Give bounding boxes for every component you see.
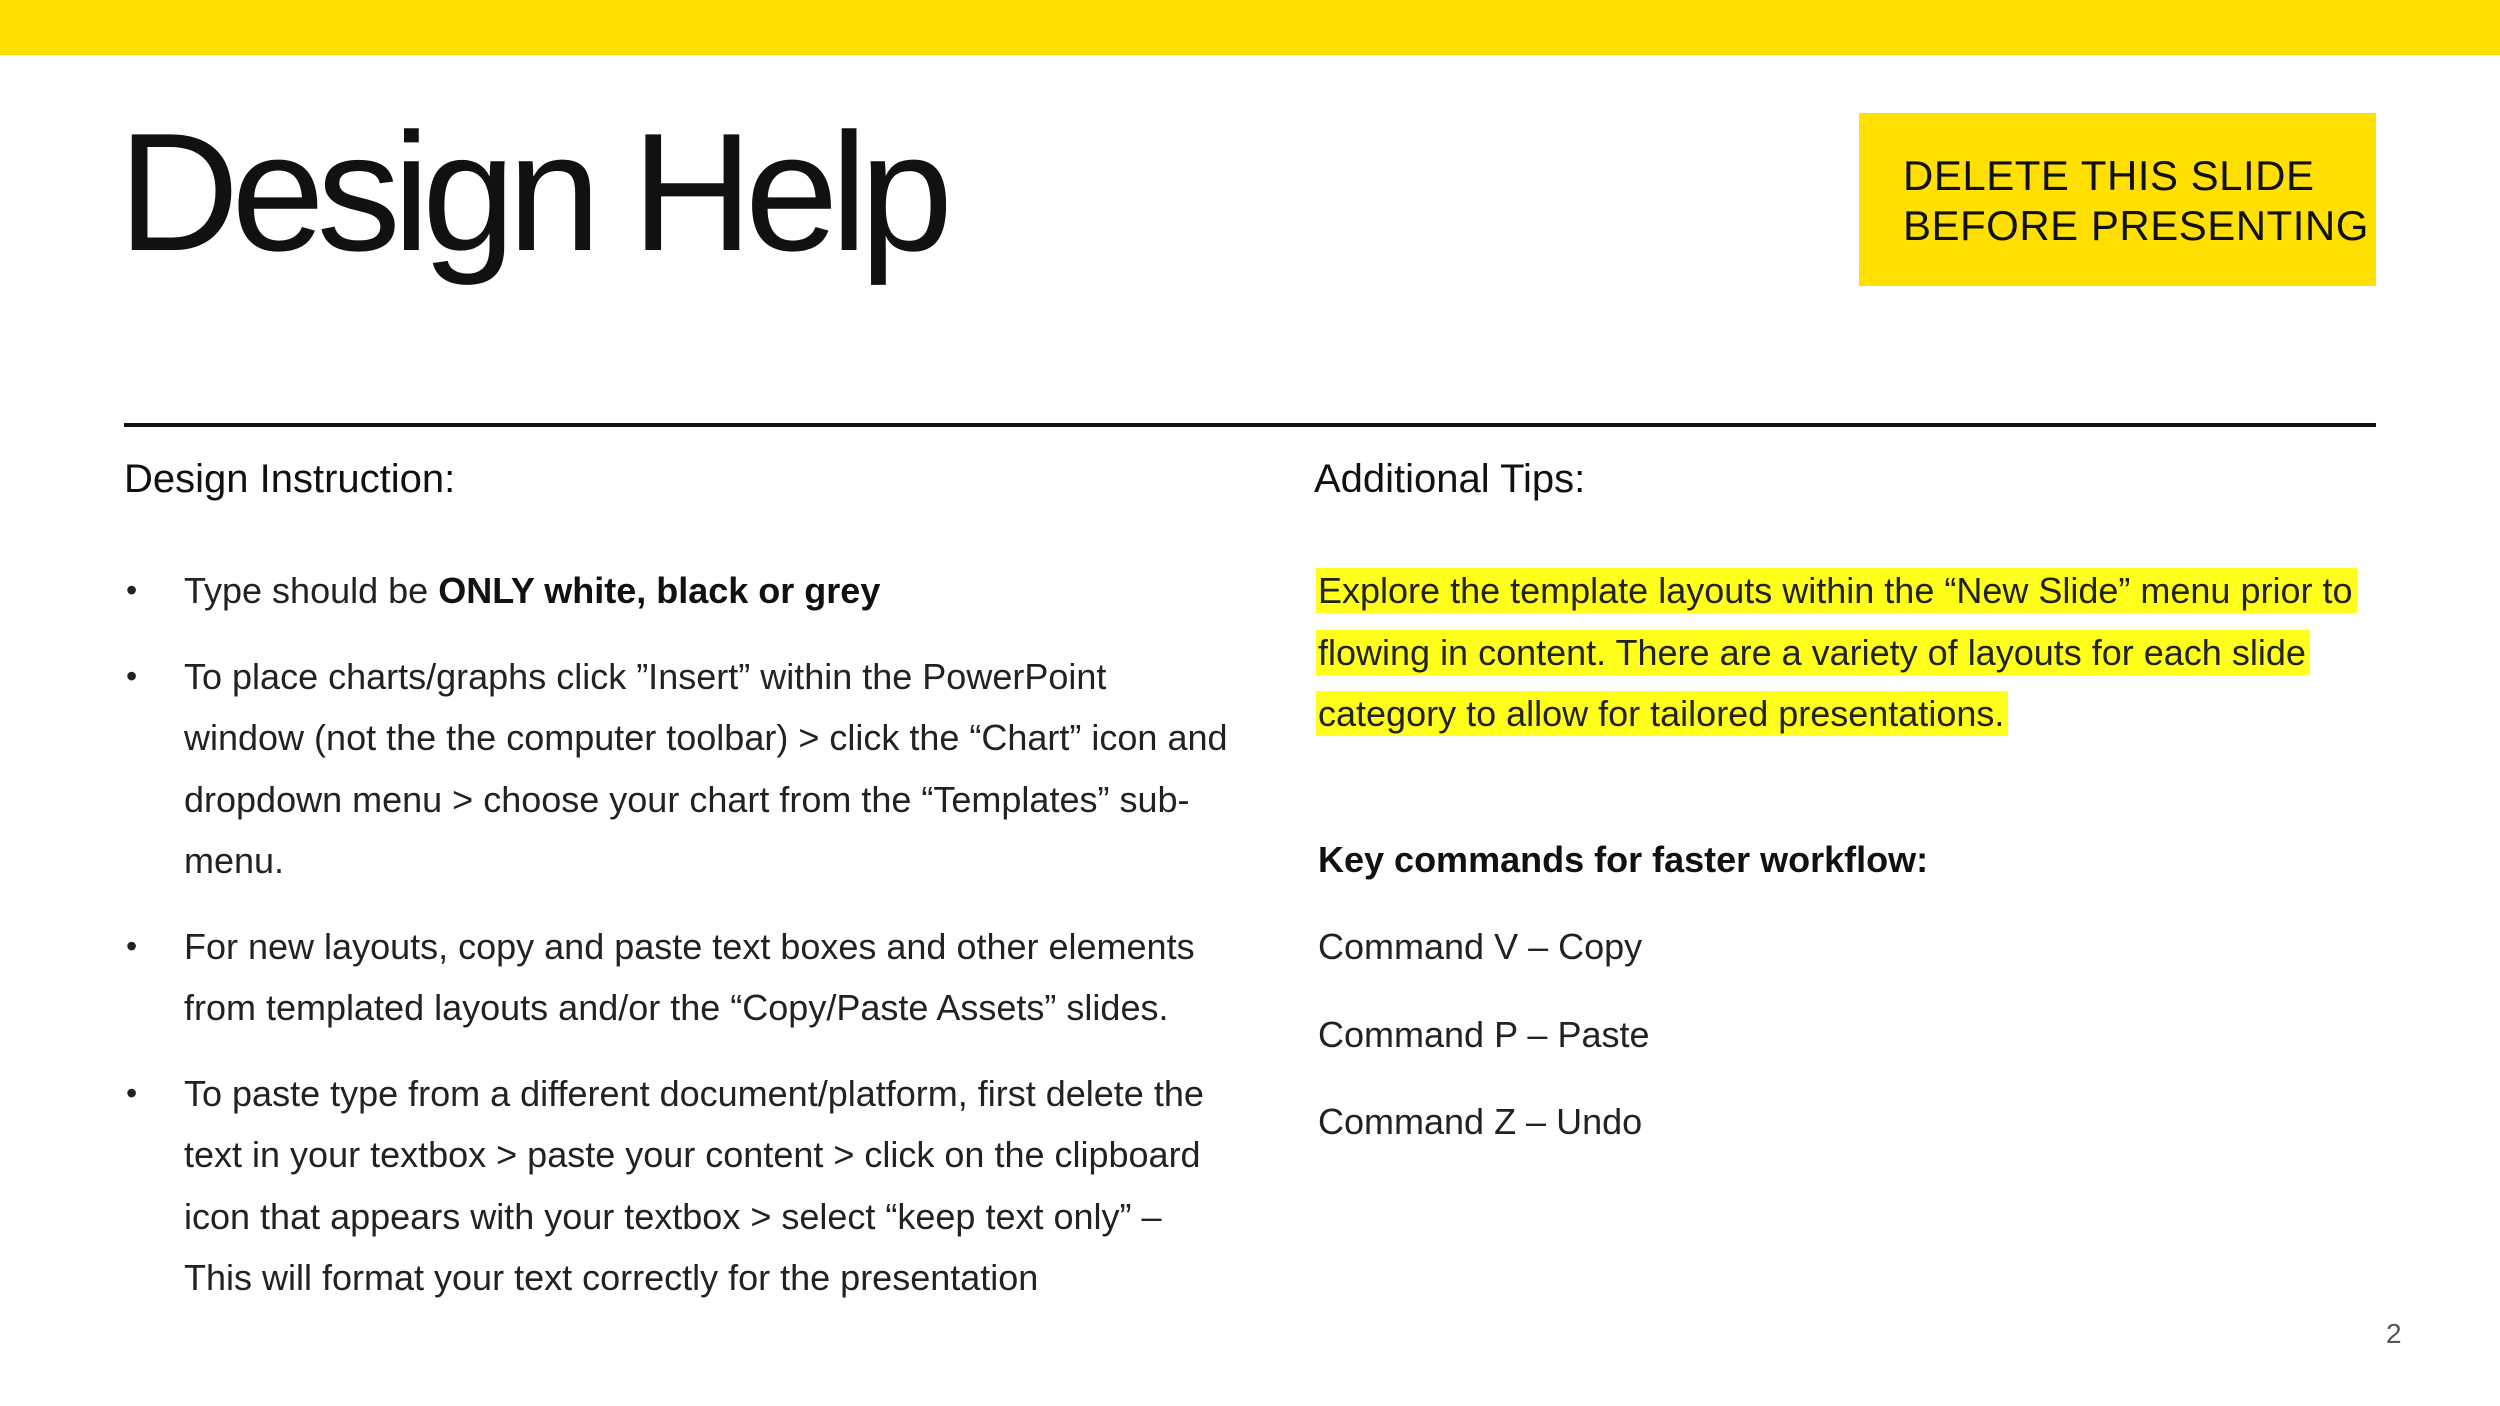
key-commands-heading: Key commands for faster workflow: (1318, 839, 1929, 880)
instruction-text: Type should be (184, 570, 439, 611)
highlighted-tip (1316, 560, 2396, 745)
delete-warning-box (1859, 113, 2376, 286)
bullet-icon: • (126, 927, 138, 964)
warning-line-2: BEFORE PRESENTING (1903, 202, 2369, 249)
command-paste: Command P – Paste (1318, 1014, 1650, 1055)
command-copy: Command V – Copy (1318, 926, 1643, 967)
bullet-icon: • (126, 572, 138, 608)
instruction-item (124, 560, 1234, 622)
design-instruction-heading: Design Instruction: (124, 457, 456, 501)
bullet-icon: • (126, 1074, 138, 1111)
instruction-text: To place charts/graphs click ”Insert” within the PowerPoint window (not the the computer toolbar) > click the “Chart” icon and dropdown menu > choose your chart from the “Templates” sub-menu. (184, 655, 1228, 881)
section-divider (124, 423, 2376, 427)
design-instruction-list (124, 560, 1234, 1333)
bullet-icon: • (126, 657, 138, 694)
instruction-item (124, 646, 1234, 892)
additional-tips-heading: Additional Tips: (1314, 457, 1586, 501)
page-number: 2 (2386, 1318, 2402, 1349)
warning-line-1: DELETE THIS SLIDE (1903, 152, 2315, 199)
instruction-text: For new layouts, copy and paste text boxes and other elements from templated layouts and/or the “Copy/Paste Assets” slides. (184, 925, 1195, 1028)
slide-title: Design Help (118, 98, 946, 286)
top-accent-bar (0, 0, 2500, 55)
command-undo: Command Z – Undo (1318, 1101, 1643, 1142)
instruction-emphasis: ONLY white, black or grey (438, 570, 881, 611)
highlighted-tip-text: Explore the template layouts within the “New Slide” menu prior to flowing in content. There are a variety of layouts for each slide category to allow for tailored presentations. (1316, 568, 2357, 736)
instruction-item (124, 1063, 1234, 1309)
instruction-text: To paste type from a different document/platform, first delete the text in your textbox > paste your content > click on the clipboard icon that appears with your textbox > select “keep text only” – This will format your text correctly for the presentation (184, 1072, 1204, 1298)
instruction-item (124, 916, 1234, 1039)
